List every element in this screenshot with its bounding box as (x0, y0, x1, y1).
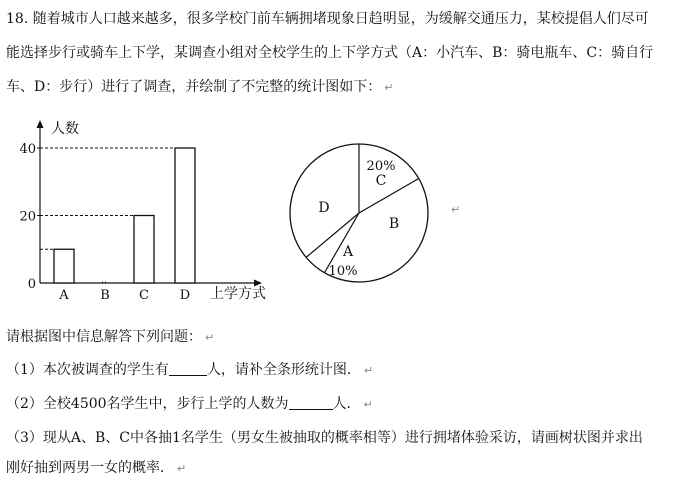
question-line-2: 能选择步行或骑车上下学，某调查小组对全校学生的上下学方式（A：小汽车、B：骑电瓶车、C：骑自行 (6, 45, 654, 61)
return-mark-icon: ↵ (363, 364, 374, 377)
x-tick-label: C (139, 288, 149, 303)
return-mark-icon: ↵ (205, 331, 215, 344)
pie-slice-label: C (375, 173, 387, 189)
bar (175, 148, 195, 283)
pie-chart (282, 140, 472, 290)
y-tick-label: 20 (19, 209, 36, 225)
y-tick-label: 0 (27, 277, 36, 292)
pie-slice-percent: 20% (366, 159, 396, 174)
question-3-line-2: 刚好抽到两男一女的概率． ↵ (6, 460, 187, 476)
question-1: （1）本次被调查的学生有 人，请补全条形统计图． ↵ (6, 362, 374, 378)
return-mark-icon: ↵ (177, 462, 187, 475)
return-mark-icon: ↵ (363, 398, 373, 411)
question-2: （2）全校4500名学生中，步行上学的人数为 人． ↵ (6, 396, 373, 412)
y-axis-label: 人数 (51, 121, 79, 137)
pie-slice-label: A (342, 244, 354, 260)
x-tick-label: B (100, 288, 110, 303)
x-tick-label: D (179, 288, 191, 303)
bar-chart (6, 112, 276, 312)
bar (54, 249, 74, 283)
pie-slice-percent: 10% (328, 264, 358, 279)
x-axis-label: 上学方式 (210, 286, 266, 302)
instruction: 请根据图中信息解答下列问题： ↵ (6, 329, 215, 345)
return-mark-icon: ↵ (451, 203, 461, 216)
return-mark-icon: ↵ (384, 81, 394, 94)
x-tick-label: A (59, 288, 69, 303)
pie-slice-label: B (388, 216, 400, 232)
question-line-3: 车、D：步行）进行了调查，并绘制了不完整的统计图如下： ↵ (6, 79, 394, 95)
pie-slice-label: D (318, 200, 330, 216)
question-3-line-1: （3）现从A、B、C中各抽1名学生（男女生被抽取的概率相等）进行拥堵体验采访，请画树状图并求出 (6, 430, 643, 446)
answer-blank[interactable] (289, 395, 333, 410)
bar (134, 216, 154, 284)
answer-blank[interactable] (169, 361, 207, 376)
question-line-1: 18. 随着城市人口越来越多，很多学校门前车辆拥堵现象日趋明显，为缓解交通压力，某校提倡人们尽可 (6, 11, 649, 27)
y-tick-label: 40 (19, 142, 36, 157)
y-axis-arrow-icon (37, 120, 44, 128)
